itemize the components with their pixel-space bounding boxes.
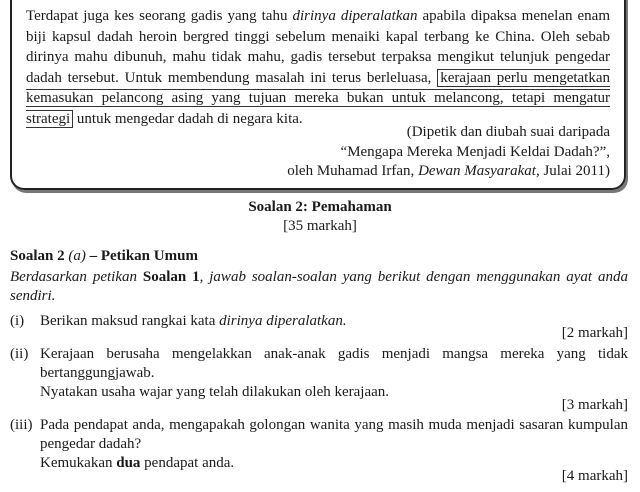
question-part: Kerajaan berusaha mengelakkan anak-anak gadis menjadi mangsa mereka yang tidak bertanggungjawab. [40, 346, 628, 381]
source-line: (Dipetik dan diubah suai daripada [406, 124, 610, 140]
question-heading [10, 248, 198, 265]
question-part: Berikan maksud rangkai kata [40, 313, 220, 329]
question-marks: [2 markah] [561, 325, 628, 341]
source-line: “Mengapa Mereka Menjadi Keldai Dadah?”, [340, 143, 610, 160]
instruction-text [10, 268, 628, 306]
instruction-ref: Soalan 1 [142, 269, 200, 285]
question-instruction: Nyatakan usaha wajar yang telah dilakukan oleh kerajaan. [40, 384, 390, 400]
question-text [40, 416, 628, 473]
question-marks: [4 markah] [561, 468, 628, 484]
question-marks: [3 markah] [561, 397, 628, 413]
highlighted-phrase: kerajaan perlu mengetatkan kemasukan pelancong asing yang tujuan mereka bukan untuk melancong, tetapi mengatur strategi [26, 69, 611, 127]
passage-part: Terdapat juga kes seorang gadis yang tahu [26, 8, 293, 24]
question-item [10, 312, 628, 332]
question-part: pendapat anda. [140, 455, 235, 471]
question-sub-label: (a) [68, 248, 86, 264]
source-date: Julai 2011) [539, 163, 610, 179]
question-number: (iii) [10, 417, 33, 433]
passage-part: apabila dipaksa menelan enam biji kapsul dadah heroin bergred tinggi sebelum menaiki kapal terbang ke China. Oleh sebab dirinya mahu dibunuh, mahu tidak mahu, gadis tersebut terpaksa mengikut telunjuk pengedar dadah tersebut. Untuk membendung masalah ini terus berleluasa, [26, 8, 610, 86]
section-title: Soalan 2: Pemahaman [248, 199, 392, 215]
source-author: oleh Muhamad Irfan, [287, 163, 419, 179]
question-item [10, 416, 628, 476]
question-item [10, 345, 628, 405]
passage-text [26, 6, 610, 129]
question-type: – Petikan Umum [85, 248, 198, 264]
passage-italic: dirinya diperalatkan [292, 8, 418, 24]
question-part: Pada pendapat anda, mengapakah golongan wanita yang masih muda menjadi sasaran kumpulan pengedar dadah? [40, 417, 628, 452]
question-italic: dirinya diperalatkan. [219, 313, 347, 329]
source-magazine: Dewan Masyarakat, [418, 163, 540, 179]
question-text [40, 345, 628, 402]
instruction-part: Berdasarkan petikan [10, 269, 143, 285]
section-marks: [35 markah] [283, 218, 357, 234]
question-text [40, 312, 628, 331]
question-label: Soalan 2 [10, 248, 69, 264]
question-instruction [40, 454, 628, 473]
instruction-part: , jawab soalan-soalan yang berikut dengan menggunakan ayat anda sendiri. [10, 269, 628, 304]
question-emphasis: dua [116, 455, 141, 471]
question-part: Kemukakan [40, 455, 117, 471]
question-number: (ii) [10, 346, 29, 362]
passage-part: untuk mengedar dadah di negara kita. [73, 110, 303, 127]
question-number: (i) [10, 313, 25, 329]
source-line [50, 162, 610, 182]
source-citation [50, 123, 610, 182]
